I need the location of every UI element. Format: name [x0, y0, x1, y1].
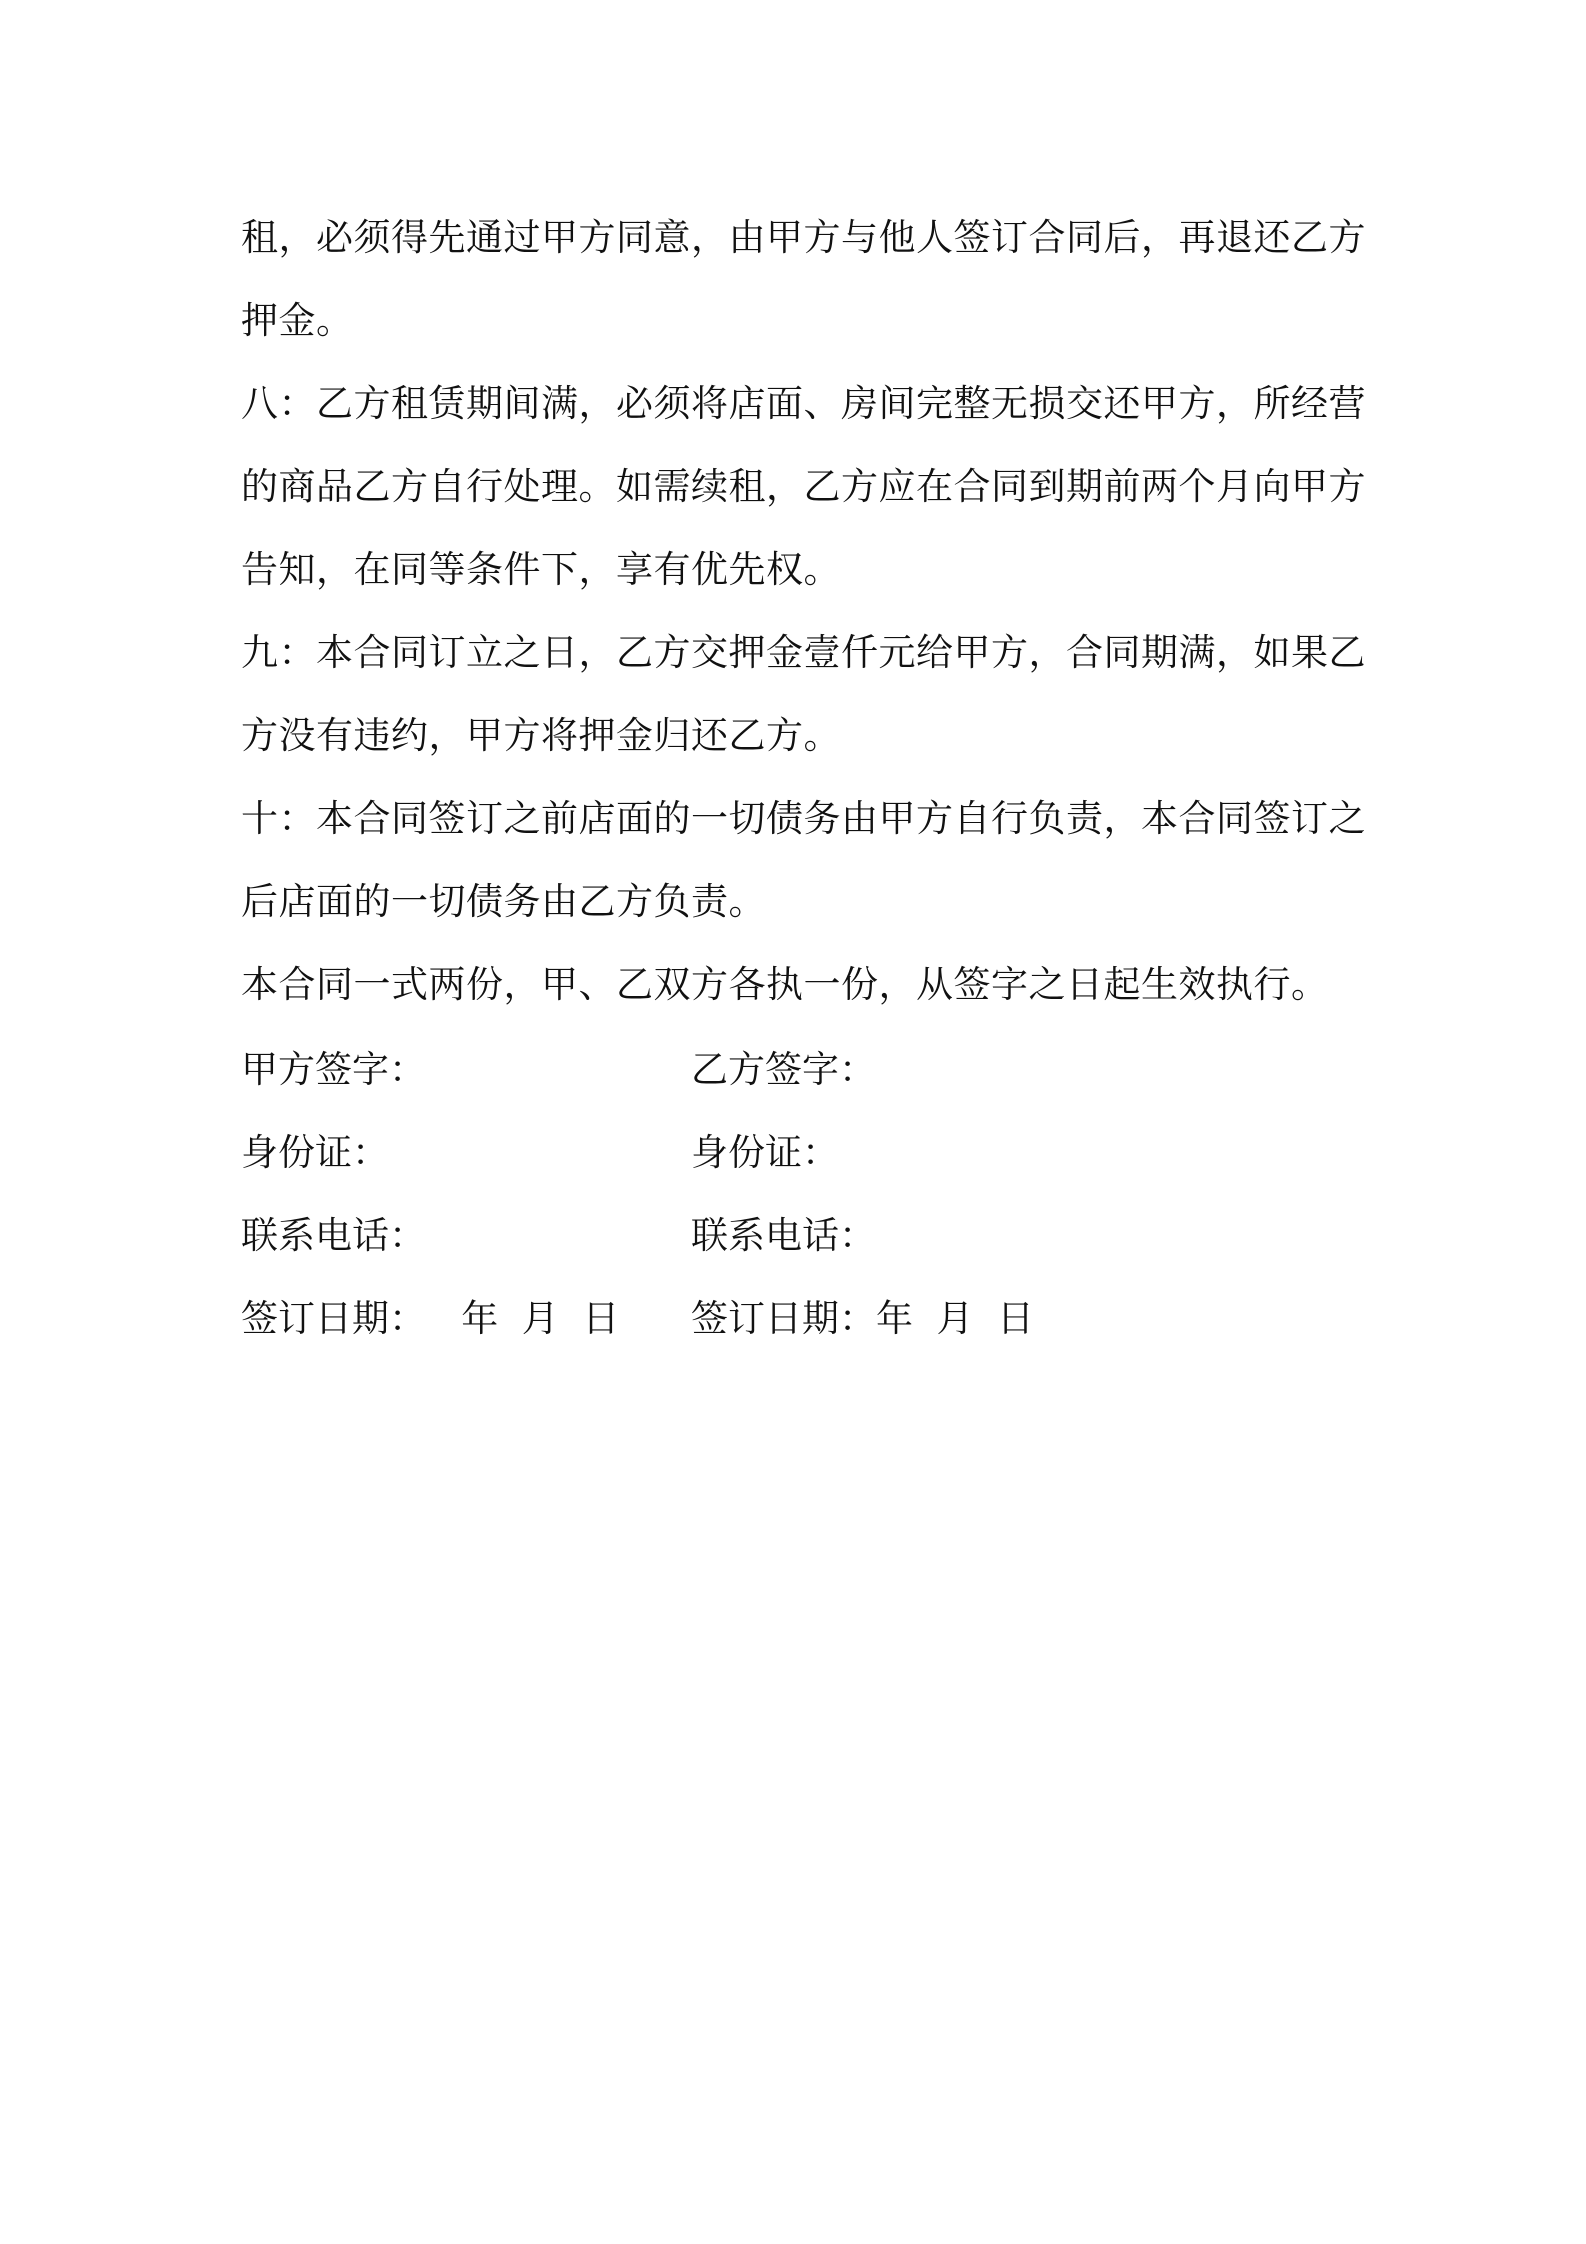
- contract-line-2: 押金。: [241, 299, 354, 342]
- id-row: [241, 1111, 1361, 1194]
- closing-statement: 本合同一式两份，甲、乙双方各执一份，从签字之日起生效执行。: [241, 963, 1329, 1006]
- clause-10-line-1: 十：本合同签订之前店面的一切债务由甲方自行负责，本合同签订之: [241, 797, 1366, 840]
- clause-8-line-2: 的商品乙方自行处理。如需续租，乙方应在合同到期前两个月向甲方: [241, 465, 1366, 508]
- signature-row: [241, 1028, 1361, 1111]
- clause-9-line-1: 九：本合同订立之日，乙方交押金壹仟元给甲方，合同期满，如果乙: [241, 631, 1366, 674]
- party-b-signature-label: 乙方签字：: [691, 1048, 876, 1091]
- contract-body: [241, 196, 1366, 1026]
- signature-section: [241, 1028, 1361, 1360]
- party-a-id-label: 身份证：: [241, 1131, 389, 1174]
- clause-8-line-1: 八：乙方租赁期间满，必须将店面、房间完整无损交还甲方，所经营: [241, 382, 1366, 425]
- party-b-date-label: 签订日期：年 月 日: [691, 1297, 1035, 1340]
- party-a-signature-label: 甲方签字：: [241, 1048, 426, 1091]
- party-b-phone-label: 联系电话：: [691, 1214, 876, 1257]
- clause-8-line-3: 告知，在同等条件下，享有优先权。: [241, 548, 841, 591]
- date-row: [241, 1277, 1361, 1360]
- phone-row: [241, 1194, 1361, 1277]
- party-a-phone-label: 联系电话：: [241, 1214, 426, 1257]
- contract-line-1: 租，必须得先通过甲方同意，由甲方与他人签订合同后，再退还乙方: [241, 216, 1366, 259]
- party-a-date-label: 签订日期： 年 月 日: [241, 1297, 620, 1340]
- clause-10-line-2: 后店面的一切债务由乙方负责。: [241, 880, 766, 923]
- clause-9-line-2: 方没有违约，甲方将押金归还乙方。: [241, 714, 841, 757]
- party-b-id-label: 身份证：: [691, 1131, 839, 1174]
